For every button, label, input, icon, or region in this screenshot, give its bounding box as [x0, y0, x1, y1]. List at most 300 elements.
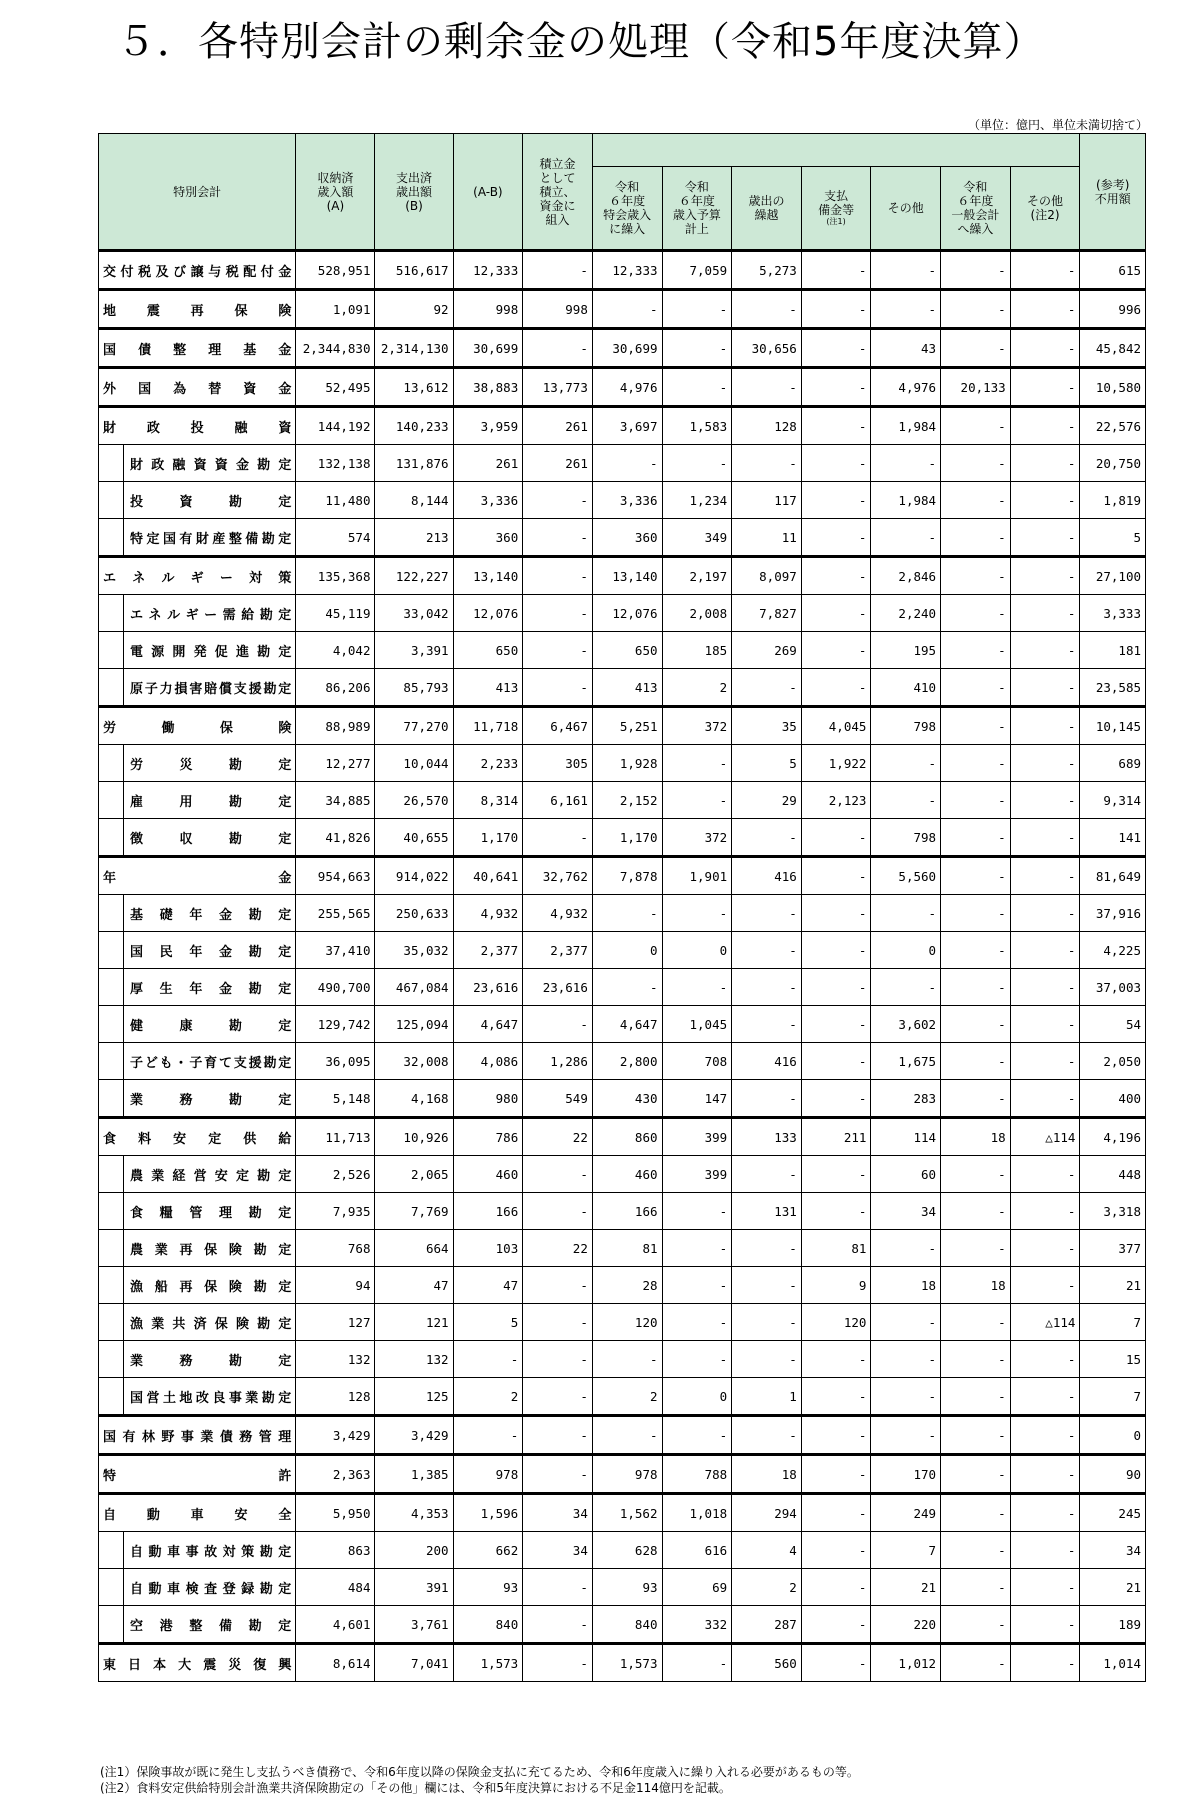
value-cell: - — [941, 482, 1011, 519]
value-cell: 170 — [871, 1455, 941, 1494]
value-cell: 416 — [732, 1043, 802, 1080]
value-cell: - — [732, 1304, 802, 1341]
value-cell: - — [941, 290, 1011, 329]
value-cell: - — [732, 819, 802, 857]
value-cell: - — [941, 1193, 1011, 1230]
value-cell: 549 — [523, 1080, 593, 1118]
value-cell: 12,076 — [453, 595, 523, 632]
header-account: 特別会計 — [99, 134, 296, 251]
value-cell: 27,100 — [1080, 557, 1146, 595]
value-cell: 30,699 — [592, 329, 662, 368]
table-row — [99, 782, 1146, 819]
account-name — [99, 1118, 296, 1156]
account-label: 基 礎 年 金 勘 定 — [130, 907, 292, 923]
account-name — [99, 1156, 296, 1193]
value-cell: 81 — [801, 1230, 871, 1267]
table-row — [99, 1644, 1146, 1682]
value-cell: - — [801, 1341, 871, 1378]
value-cell: - — [1010, 745, 1080, 782]
value-cell: - — [1010, 1644, 1080, 1682]
value-cell: 13,140 — [592, 557, 662, 595]
value-cell: 0 — [592, 932, 662, 969]
account-label: 労 働 保 険 — [103, 720, 292, 736]
value-cell: 18 — [941, 1118, 1011, 1156]
account-label: 健 康 勘 定 — [130, 1018, 292, 1034]
value-cell: - — [941, 1341, 1011, 1378]
value-cell: - — [801, 1043, 871, 1080]
header-line: 歳入額 — [317, 184, 354, 199]
value-cell: - — [1010, 1532, 1080, 1569]
value-cell: - — [801, 1606, 871, 1644]
value-cell: 978 — [453, 1455, 523, 1494]
value-cell: - — [801, 1494, 871, 1532]
value-cell: - — [941, 445, 1011, 482]
value-cell: - — [801, 857, 871, 895]
value-cell: - — [801, 669, 871, 707]
value-cell: - — [1010, 932, 1080, 969]
value-cell: 399 — [662, 1156, 732, 1193]
account-label: 業 務 勘 定 — [130, 1092, 292, 1108]
value-cell: - — [1010, 290, 1080, 329]
value-cell: 34 — [523, 1494, 593, 1532]
value-cell: - — [662, 329, 732, 368]
value-cell: - — [801, 368, 871, 407]
value-cell: - — [941, 595, 1011, 632]
value-cell: - — [941, 669, 1011, 707]
value-cell: 85,793 — [375, 669, 453, 707]
value-cell: - — [523, 1644, 593, 1682]
account-label: 年 金 — [103, 870, 292, 886]
value-cell: - — [1010, 1416, 1080, 1455]
value-cell: - — [1010, 1267, 1080, 1304]
table-row — [99, 407, 1146, 445]
value-cell: 980 — [453, 1080, 523, 1118]
value-cell: - — [941, 745, 1011, 782]
value-cell: 283 — [871, 1080, 941, 1118]
page-title: ５．各特別会計の剰余金の処理（令和5年度決算） — [116, 19, 1045, 65]
value-cell: - — [1010, 782, 1080, 819]
value-cell: 1,012 — [871, 1644, 941, 1682]
value-cell: - — [941, 1606, 1011, 1644]
value-cell: 4,045 — [801, 707, 871, 745]
value-cell: 3,429 — [296, 1416, 375, 1455]
value-cell: - — [801, 251, 871, 290]
value-cell: 7,041 — [375, 1644, 453, 1682]
value-cell: - — [592, 290, 662, 329]
header-line: (B) — [405, 198, 423, 213]
value-cell: 788 — [662, 1455, 732, 1494]
header-line: 積立金 — [539, 156, 576, 171]
value-cell: - — [592, 1341, 662, 1378]
header-line: 歳出の — [748, 194, 785, 208]
account-label: 特 許 — [103, 1468, 292, 1484]
value-cell: - — [732, 669, 802, 707]
value-cell: 30,656 — [732, 329, 802, 368]
value-cell: 21 — [871, 1569, 941, 1606]
header-line: (A) — [326, 198, 345, 213]
value-cell: 914,022 — [375, 857, 453, 895]
account-label: 特 定 国 有 財 産 整 備 勘 定 — [130, 531, 292, 547]
value-cell: 6,161 — [523, 782, 593, 819]
value-cell: 1,819 — [1080, 482, 1146, 519]
value-cell: - — [801, 407, 871, 445]
value-cell: 1 — [732, 1378, 802, 1416]
value-cell: - — [1010, 368, 1080, 407]
footnote-1: (注1）保険事故が既に発生し支払うべき債務で、令和6年度以降の保険金支払に充てるため、令和6年度歳入に繰り入れる必要があるもの等。 — [100, 1765, 859, 1779]
value-cell: 399 — [662, 1118, 732, 1156]
value-cell: - — [1010, 329, 1080, 368]
value-cell: 2,846 — [871, 557, 941, 595]
value-cell: - — [592, 1416, 662, 1455]
account-name — [99, 251, 296, 290]
value-cell: 13,140 — [453, 557, 523, 595]
value-cell: 3,959 — [453, 407, 523, 445]
value-cell: 786 — [453, 1118, 523, 1156]
account-name — [99, 857, 296, 895]
value-cell: - — [941, 632, 1011, 669]
header-line: 計上 — [684, 222, 709, 236]
value-cell: 5 — [732, 745, 802, 782]
value-cell: 5,950 — [296, 1494, 375, 1532]
table-row — [99, 745, 1146, 782]
table-row — [99, 595, 1146, 632]
value-cell: - — [523, 1341, 593, 1378]
value-cell: 120 — [801, 1304, 871, 1341]
value-cell: 1,286 — [523, 1043, 593, 1080]
table-row — [99, 329, 1146, 368]
value-cell: 360 — [453, 519, 523, 557]
value-cell: - — [941, 407, 1011, 445]
header-revenue — [296, 134, 375, 251]
value-cell: 2 — [453, 1378, 523, 1416]
value-cell: 1,901 — [662, 857, 732, 895]
value-cell: 250,633 — [375, 895, 453, 932]
account-name — [99, 557, 296, 595]
account-name — [99, 1644, 296, 1682]
footnotes — [100, 1764, 859, 1796]
header-line: 備金等 — [818, 203, 855, 217]
value-cell: 294 — [732, 1494, 802, 1532]
account-name — [99, 782, 296, 819]
value-cell: - — [801, 932, 871, 969]
account-label: 交 付 税 及 び 譲 与 税 配 付 金 — [103, 264, 292, 280]
value-cell: - — [871, 969, 941, 1006]
table-row — [99, 1378, 1146, 1416]
header-line: (注2) — [1030, 208, 1060, 222]
value-cell: 22 — [523, 1230, 593, 1267]
value-cell: 430 — [592, 1080, 662, 1118]
value-cell: 2 — [662, 669, 732, 707]
account-name — [99, 1569, 296, 1606]
value-cell: 1,922 — [801, 745, 871, 782]
value-cell: - — [941, 1644, 1011, 1682]
account-name — [99, 1080, 296, 1118]
value-cell: 245 — [1080, 1494, 1146, 1532]
value-cell: - — [941, 969, 1011, 1006]
value-cell: - — [732, 368, 802, 407]
value-cell: 12,333 — [592, 251, 662, 290]
value-cell: - — [801, 632, 871, 669]
value-cell: - — [523, 519, 593, 557]
value-cell: - — [732, 1267, 802, 1304]
value-cell: - — [801, 1569, 871, 1606]
value-cell: 10,926 — [375, 1118, 453, 1156]
value-cell: 2,233 — [453, 745, 523, 782]
value-cell: - — [941, 1378, 1011, 1416]
value-cell: - — [523, 1606, 593, 1644]
value-cell: 7,059 — [662, 251, 732, 290]
value-cell: 4 — [732, 1532, 802, 1569]
value-cell: 840 — [453, 1606, 523, 1644]
account-label: 食 糧 管 理 勘 定 — [130, 1205, 292, 1221]
value-cell: - — [941, 1156, 1011, 1193]
value-cell: 261 — [523, 445, 593, 482]
table-row — [99, 1606, 1146, 1644]
value-cell: - — [1010, 482, 1080, 519]
value-cell: 4,932 — [453, 895, 523, 932]
value-cell: - — [732, 1156, 802, 1193]
value-cell: 416 — [732, 857, 802, 895]
value-cell: 117 — [732, 482, 802, 519]
value-cell: 372 — [662, 707, 732, 745]
value-cell: 2,008 — [662, 595, 732, 632]
account-label: 労 災 勘 定 — [130, 757, 292, 773]
value-cell: - — [523, 1455, 593, 1494]
value-cell: - — [941, 1455, 1011, 1494]
account-name — [99, 1267, 296, 1304]
header-expenditure — [375, 134, 453, 251]
value-cell: - — [801, 1006, 871, 1043]
value-cell: 4,976 — [592, 368, 662, 407]
value-cell: - — [801, 482, 871, 519]
value-cell: 120 — [592, 1304, 662, 1341]
value-cell: 11,718 — [453, 707, 523, 745]
account-name — [99, 595, 296, 632]
value-cell: - — [732, 445, 802, 482]
header-note-1: (注1) — [826, 217, 846, 226]
value-cell: 47 — [375, 1267, 453, 1304]
value-cell: - — [523, 632, 593, 669]
table-row — [99, 632, 1146, 669]
value-cell: 34 — [1080, 1532, 1146, 1569]
value-cell: 34 — [523, 1532, 593, 1569]
account-label: 農 業 経 営 安 定 勘 定 — [130, 1168, 292, 1184]
value-cell: 391 — [375, 1569, 453, 1606]
account-label: 財 政 融 資 資 金 勘 定 — [130, 457, 292, 473]
value-cell: - — [801, 445, 871, 482]
value-cell: 484 — [296, 1569, 375, 1606]
value-cell: 9 — [801, 1267, 871, 1304]
value-cell: - — [801, 819, 871, 857]
value-cell: 8,314 — [453, 782, 523, 819]
table-row — [99, 1043, 1146, 1080]
value-cell: 103 — [453, 1230, 523, 1267]
table-row — [99, 969, 1146, 1006]
header-line: へ繰入 — [957, 222, 994, 236]
value-cell: 2,240 — [871, 595, 941, 632]
value-cell: - — [1010, 251, 1080, 290]
value-cell: 32,762 — [523, 857, 593, 895]
header-line: 令和 — [615, 180, 640, 194]
value-cell: - — [1010, 1156, 1080, 1193]
account-label: エ ネ ル ギ ー 需 給 勘 定 — [130, 607, 292, 623]
account-name — [99, 368, 296, 407]
value-cell: 2,197 — [662, 557, 732, 595]
value-cell: - — [732, 932, 802, 969]
table-row — [99, 557, 1146, 595]
value-cell: 305 — [523, 745, 593, 782]
account-name — [99, 1006, 296, 1043]
value-cell: 1,583 — [662, 407, 732, 445]
value-cell: - — [941, 251, 1011, 290]
value-cell: - — [523, 1304, 593, 1341]
value-cell: - — [523, 482, 593, 519]
header-line: ６年度 — [678, 194, 715, 208]
value-cell: - — [941, 1230, 1011, 1267]
value-cell: 490,700 — [296, 969, 375, 1006]
value-cell: - — [662, 895, 732, 932]
value-cell: 3,336 — [453, 482, 523, 519]
value-cell: 689 — [1080, 745, 1146, 782]
account-name — [99, 1532, 296, 1569]
value-cell: 220 — [871, 1606, 941, 1644]
value-cell: 60 — [871, 1156, 941, 1193]
value-cell: 0 — [871, 932, 941, 969]
value-cell: 5 — [453, 1304, 523, 1341]
account-label: 国 民 年 金 勘 定 — [130, 944, 292, 960]
value-cell: 166 — [453, 1193, 523, 1230]
value-cell: 7,878 — [592, 857, 662, 895]
table-row — [99, 1569, 1146, 1606]
value-cell: 7,827 — [732, 595, 802, 632]
value-cell: 10,145 — [1080, 707, 1146, 745]
account-name — [99, 707, 296, 745]
header-line: 令和 — [684, 180, 709, 194]
value-cell: 768 — [296, 1230, 375, 1267]
value-cell: 41,826 — [296, 819, 375, 857]
value-cell: 32,008 — [375, 1043, 453, 1080]
table-row — [99, 251, 1146, 290]
value-cell: 5 — [1080, 519, 1146, 557]
account-name — [99, 482, 296, 519]
value-cell: - — [941, 782, 1011, 819]
value-cell: - — [1010, 1193, 1080, 1230]
table-row — [99, 1006, 1146, 1043]
value-cell: - — [871, 251, 941, 290]
value-cell: - — [941, 707, 1011, 745]
value-cell: 560 — [732, 1644, 802, 1682]
value-cell: - — [801, 329, 871, 368]
value-cell: 616 — [662, 1532, 732, 1569]
value-cell: - — [871, 1341, 941, 1378]
value-cell: 93 — [592, 1569, 662, 1606]
value-cell: 2,377 — [453, 932, 523, 969]
value-cell: 34,885 — [296, 782, 375, 819]
value-cell: - — [941, 1080, 1011, 1118]
account-label: 地 震 再 保 険 — [103, 303, 292, 319]
value-cell: 954,663 — [296, 857, 375, 895]
value-cell: 2,344,830 — [296, 329, 375, 368]
value-cell: - — [941, 1006, 1011, 1043]
value-cell: - — [941, 895, 1011, 932]
value-cell: 13,773 — [523, 368, 593, 407]
value-cell: 1,573 — [453, 1644, 523, 1682]
value-cell: - — [871, 1416, 941, 1455]
value-cell: 8,097 — [732, 557, 802, 595]
value-cell: 860 — [592, 1118, 662, 1156]
header-line: 歳入予算 — [672, 208, 721, 222]
value-cell: - — [941, 519, 1011, 557]
value-cell: - — [801, 290, 871, 329]
value-cell: 662 — [453, 1532, 523, 1569]
value-cell: 615 — [1080, 251, 1146, 290]
header-line: 積立、 — [539, 184, 576, 199]
value-cell: 6,467 — [523, 707, 593, 745]
value-cell: 122,227 — [375, 557, 453, 595]
value-cell: - — [871, 445, 941, 482]
value-cell: 5,273 — [732, 251, 802, 290]
value-cell: 132 — [296, 1341, 375, 1378]
value-cell: 11,713 — [296, 1118, 375, 1156]
value-cell: 528,951 — [296, 251, 375, 290]
value-cell: 650 — [592, 632, 662, 669]
header-r6-budget — [662, 167, 732, 251]
value-cell: - — [801, 595, 871, 632]
value-cell: - — [801, 557, 871, 595]
value-cell: - — [801, 969, 871, 1006]
value-cell: 3,318 — [1080, 1193, 1146, 1230]
table-row — [99, 895, 1146, 932]
table-row — [99, 707, 1146, 745]
value-cell: 81,649 — [1080, 857, 1146, 895]
value-cell: 1,014 — [1080, 1644, 1146, 1682]
header-line: として — [539, 170, 576, 185]
value-cell: - — [1010, 1455, 1080, 1494]
value-cell: - — [801, 1416, 871, 1455]
value-cell: 7 — [1080, 1304, 1146, 1341]
value-cell: 12,333 — [453, 251, 523, 290]
account-label: 業 務 勘 定 — [130, 1353, 292, 1369]
value-cell: - — [662, 1416, 732, 1455]
value-cell: - — [523, 1378, 593, 1416]
account-name — [99, 1043, 296, 1080]
value-cell: 1,045 — [662, 1006, 732, 1043]
table-row — [99, 1118, 1146, 1156]
value-cell: - — [801, 1644, 871, 1682]
value-cell: - — [662, 969, 732, 1006]
value-cell: - — [941, 857, 1011, 895]
value-cell: - — [1010, 1606, 1080, 1644]
value-cell: 516,617 — [375, 251, 453, 290]
value-cell: 132,138 — [296, 445, 375, 482]
header-line: (参考) — [1096, 177, 1130, 192]
table-row — [99, 1080, 1146, 1118]
value-cell: 40,641 — [453, 857, 523, 895]
footnote-2: (注2）食料安定供給特別会計漁業共済保険勘定の「その他」欄には、令和5年度決算における不足金114億円を記載。 — [100, 1781, 731, 1795]
value-cell: - — [871, 782, 941, 819]
value-cell: 1,170 — [592, 819, 662, 857]
value-cell: 11 — [732, 519, 802, 557]
value-cell: 121 — [375, 1304, 453, 1341]
account-label: 外 国 為 替 資 金 — [103, 381, 292, 397]
value-cell: - — [941, 557, 1011, 595]
value-cell: - — [871, 895, 941, 932]
value-cell: - — [662, 1341, 732, 1378]
account-label: 投 資 勘 定 — [130, 494, 292, 510]
header-line: 一般会計 — [951, 208, 1000, 222]
value-cell: - — [801, 1193, 871, 1230]
value-cell: - — [662, 1304, 732, 1341]
